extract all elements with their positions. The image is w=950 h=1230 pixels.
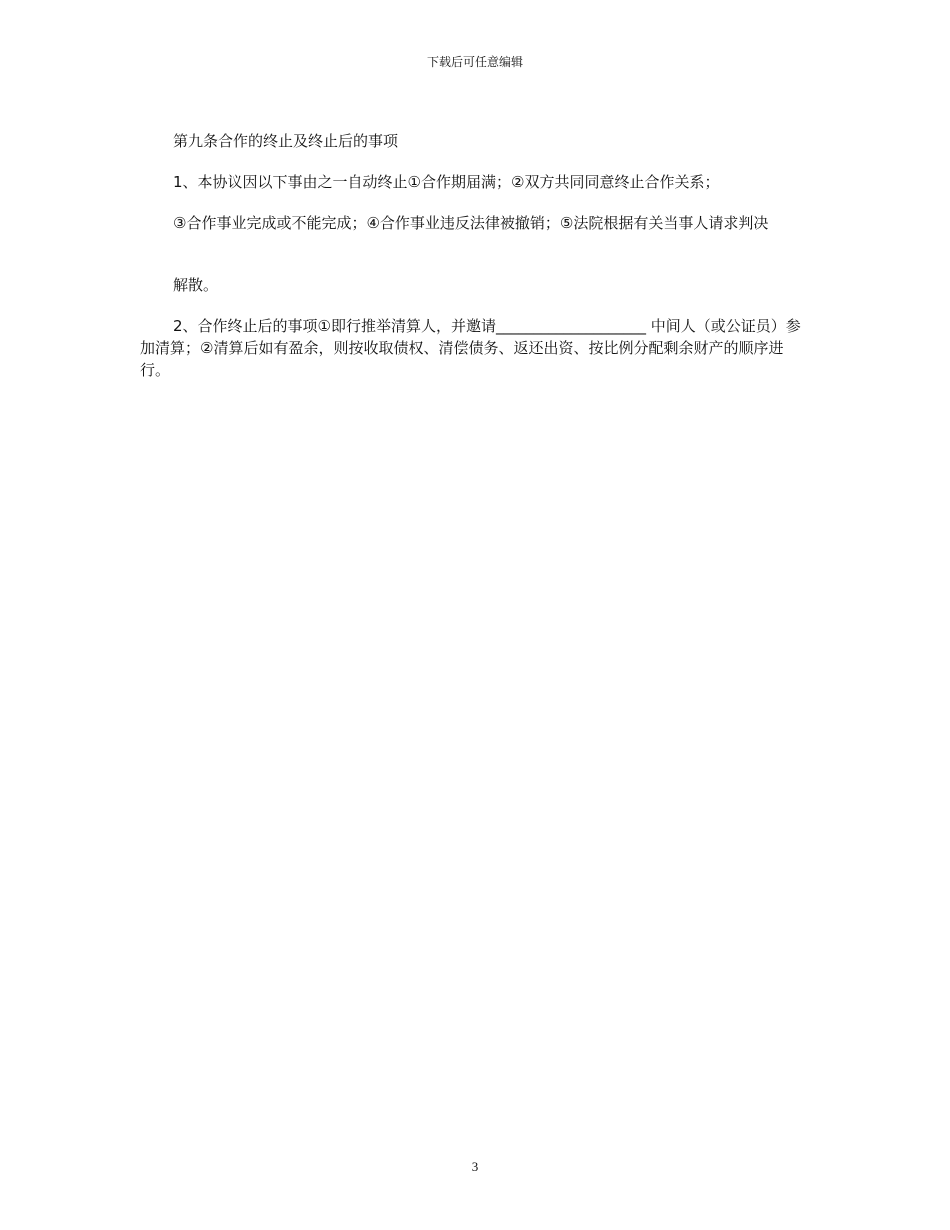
clause-1-line-1: 1、本协议因以下事由之一自动终止①合作期届满；②双方共同同意终止合作关系；	[173, 173, 720, 191]
clause-1-line-3: 解散。	[173, 276, 219, 294]
page-header: 下载后可任意编辑	[426, 55, 523, 69]
article-title: 第九条合作的终止及终止后的事项	[173, 132, 399, 150]
clause-2-paragraph: 2、合作终止后的事项①即行推举清算人，并邀请____________________ 中间人（或公证员）参加清算；②清算后如有盈余，则按收取债权、清偿债务、返还出资、按比例分配剩余财产的顺序进行。	[140, 317, 801, 379]
clause-1-line-2: ③合作事业完成或不能完成；④合作事业违反法律被撤销；⑤法院根据有关当事人请求判决	[173, 214, 769, 232]
page-number: 3	[471, 1159, 479, 1174]
